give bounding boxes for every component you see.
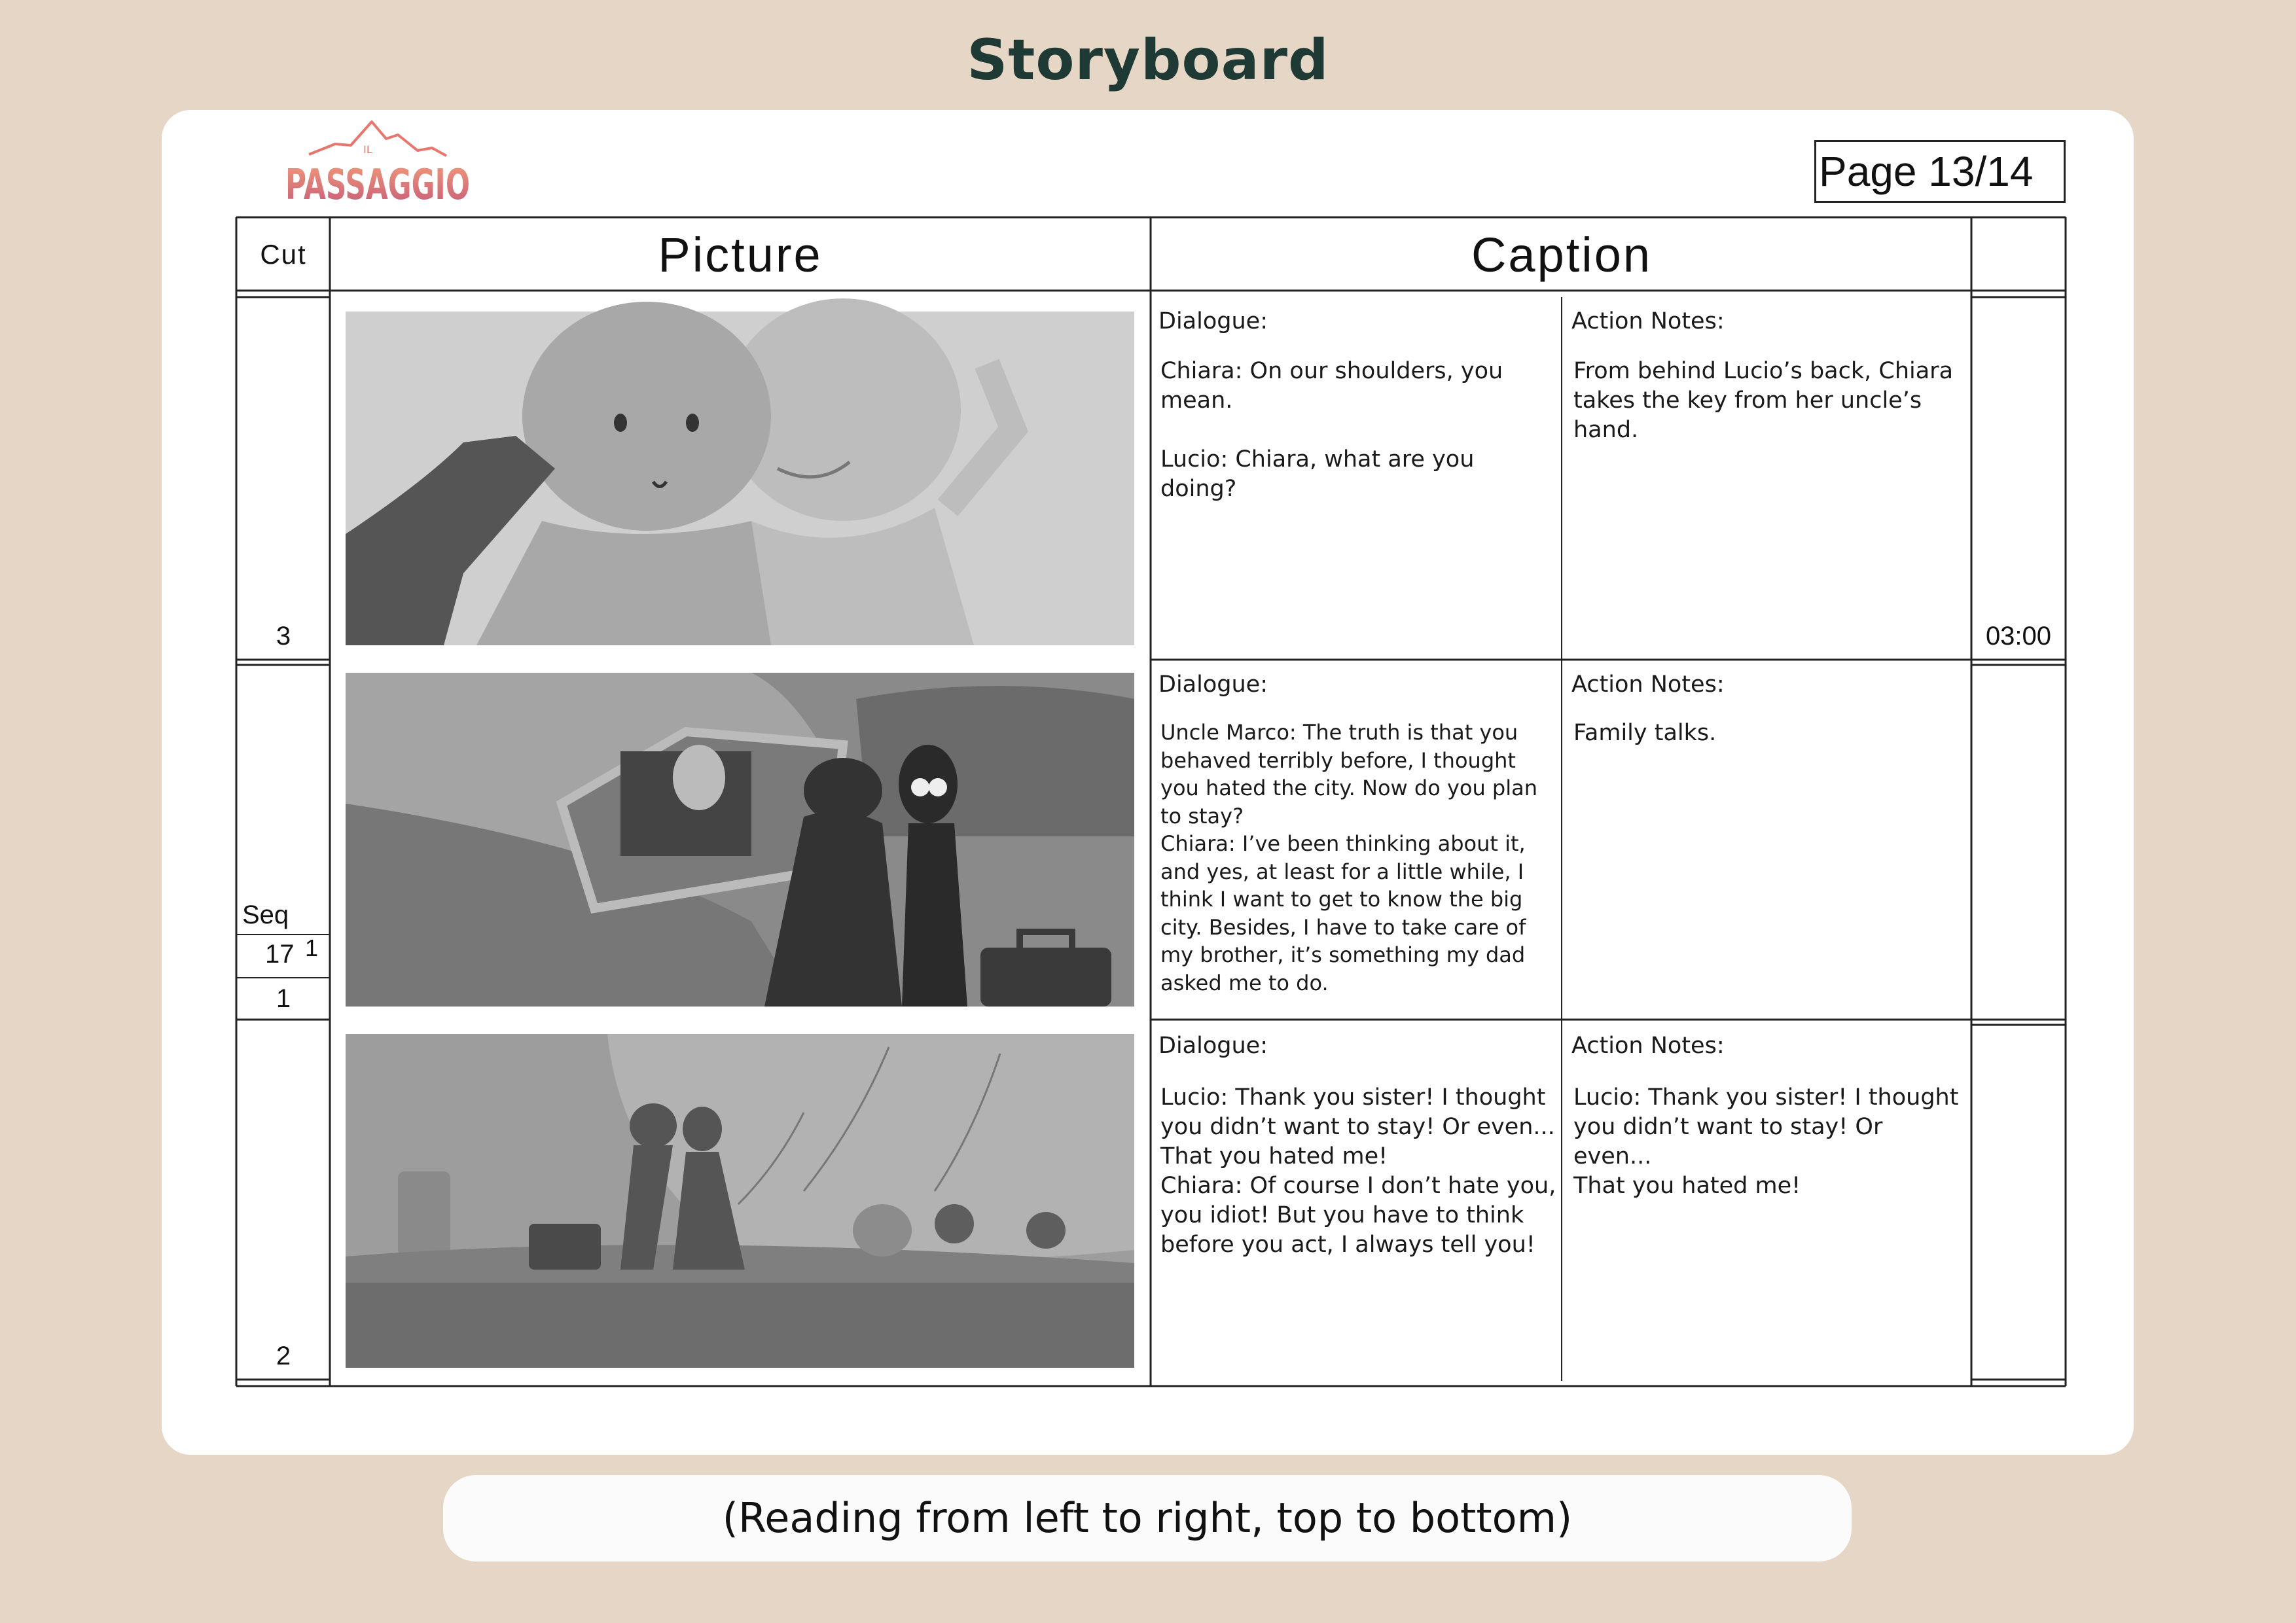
panel-2-picture [346,673,1134,1007]
seq-bottom-number: 1 [276,984,291,1013]
panel-1-dialogue-label: Dialogue: [1158,308,1268,334]
seq-number: 17 [265,940,295,969]
logo-small-text: IL [363,143,372,156]
panel-2-dialogue: Uncle Marco: The truth is that you behaved terribly before, I thought you hated the city. Now do you plan to stay? Chiara: I’ve been thinking about it, and yes, at least for a little while, I think I want to get to know the big city. Besides, I have to take care of my brother, it’s something my dad asked me to do. [1160,720,1537,995]
panel-1-dialogue: Chiara: On our shoulders, you mean. Lucio: Chiara, what are you doing? [1160,358,1503,502]
panel-1-action: From behind Lucio’s back, Chiara takes the key from her uncle’s hand. [1573,358,1954,443]
panel-2-action-label: Action Notes: [1571,671,1725,698]
cut-number-1: 3 [276,622,291,651]
panel-3-dialogue: Lucio: Thank you sister! I thought you didn’t want to stay! Or even... That you hated me! Chiara: Of course I don’t hate you, you idiot! But you have to think before you act, I always tell you! [1160,1084,1556,1258]
reading-direction-note: (Reading from left to right, top to bottom) [722,1494,1573,1542]
page-heading: Storyboard [967,27,1329,93]
header-picture: Picture [658,227,823,282]
panel-1-action-label: Action Notes: [1571,308,1725,334]
seq-label: Seq [242,901,289,929]
panel-3-dialogue-label: Dialogue: [1158,1033,1268,1059]
panel-3-action-label: Action Notes: [1571,1033,1725,1059]
panel-3-picture [346,1034,1134,1368]
panel-2-dialogue-label: Dialogue: [1158,671,1268,698]
seq-sub-number: 1 [305,935,319,961]
panel-1-picture [346,312,1134,645]
panel-3-action: Lucio: Thank you sister! I thought you didn’t want to stay! Or even... That you hated me! [1573,1084,1959,1199]
passaggio-logo [283,116,473,209]
header-cut: Cut [260,239,307,270]
panel-time: 03:00 [1985,622,2052,651]
header-caption: Caption [1471,227,1653,282]
panel-2-action: Family talks. [1573,720,1717,746]
page-indicator: Page 13/14 [1814,140,2066,203]
cut-number-3: 2 [276,1342,291,1370]
logo-text: PASSAGGIO [285,161,470,209]
